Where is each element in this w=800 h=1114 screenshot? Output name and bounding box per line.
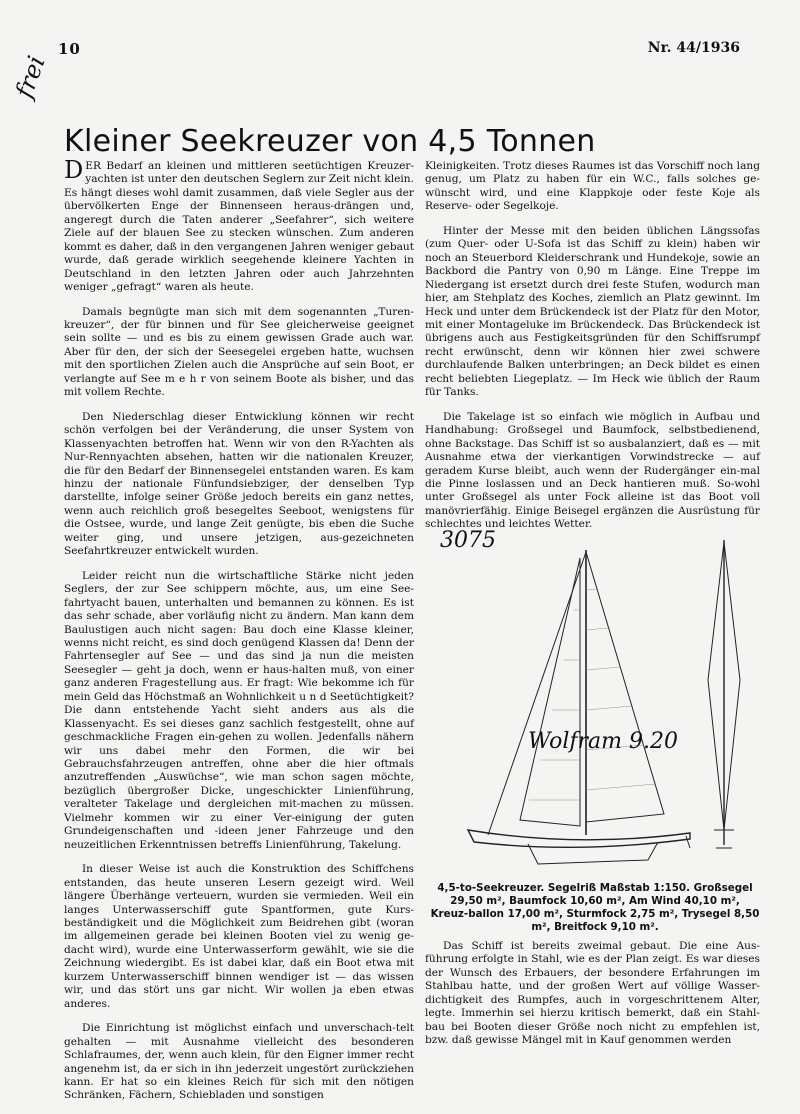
article-title: Kleiner Seekreuzer von 4,5 Tonnen <box>64 124 596 160</box>
paragraph: DER Bedarf an kleinen und mittleren seetüchtigen Kreuzer-yachten ist unter den deutschen Seglern zur Zeit nicht klein. Es hängt dieses wohl damit zusammen, daß viele Segler aus der übervölkerten Enge der Binnenseen heraus-drängen und, angeregt durch die Taten anderer „Seefahrer“, sich weitere Ziele auf der blauen See zu stecken wünschen. Zum anderen kommt es daher, daß in den vergangenen Jahren weniger gebaut wurde, daß gerade wirklich seegehende kleinere Yachten in Deutschland in den letzten Jahren oder auch Jahrzehnten weniger „gefragt“ waren als heute. <box>64 156 414 294</box>
handwritten-margin-note: frei <box>10 52 51 102</box>
page-number: 10 <box>58 40 81 58</box>
paragraph: Kleinigkeiten. Trotz dieses Raumes ist das Vorschiff noch lang genug, um Platz zu haben für ein W.C., falls solches ge-wünscht wird, und eine Klappkoje oder feste Koje als Reserve- oder Segelkoje. <box>425 160 760 213</box>
right-column-bottom <box>425 940 760 1059</box>
left-column <box>64 156 414 1114</box>
right-column <box>425 160 760 543</box>
issue-number: Nr. 44/1936 <box>647 40 740 56</box>
sail-plan-drawing <box>428 530 760 878</box>
handwritten-figure-number: 3075 <box>440 528 496 553</box>
paragraph: Die Takelage ist so einfach wie möglich in Aufbau und Handhabung: Großsegel und Baumfock, selbstbedienend, ohne Backstage. Das Schiff ist so ausbalanziert, daß es — mit Ausnahme etwa der vierkantigen Vorwindstrecke — auf geradem Kurse bleibt, auch wenn der Rudergänger ein-mal die Pinne loslassen und an Deck hantieren muß. So-wohl unter Großsegel als unter Fock alleine ist das Boot voll manövrierfähig. Einige Beisegel ergänzen die Ausrüstung für schlechtes und leichtes Wetter. <box>425 410 760 531</box>
paragraph: Den Niederschlag dieser Entwicklung können wir recht schön verfolgen bei der Veränderung, die unser System von Klassenyachten betroffen hat. Wenn wir von den R-Yachten als Nur-Rennyachten absehen, hatten wir die nationalen Kreuzer, die für den Bedarf der Binnensegelei entstanden waren. Es kam hinzu der nationale Fünfundsiebziger, der denselben Typ darstellte, infolge seiner Größe jedoch bereits ein ganz nettes, wenn auch reichlich groß besegeltes Seeboot, wenigstens für die Ostsee, wurde, und lange Zeit genügte, bis eben die Suche weiter ging, und unsere jetzigen, aus-gezeichneten Seefahrtkreuzer entwickelt wurden. <box>64 410 414 558</box>
paragraph: Hinter der Messe mit den beiden üblichen Längssofas (zum Quer- oder U-Sofa ist das Schiff zu klein) haben wir noch an Steuerbord Kleiderschrank und Hundekoje, sowie an Backbord die Pantry von 0,90 m Länge. Eine Treppe im Niedergang ist ersetzt durch drei feste Stufen, wodurch man hier, am Stehplatz des Koches, ziemlich an Platz gewinnt. Im Heck und unter dem Brückendeck ist der Platz für den Motor, mit einer Montageluke im Brückendeck. Das Brückendeck ist übrigens auch aus Festigkeitsgründen für den Schiffsrumpf recht erwünscht, denn wir können hier zwei schwere durchlaufende Balken unterbringen; an Deck bildet es einen recht beliebten Liegeplatz. — Im Heck wie üblich der Raum für Tanks. <box>425 224 760 399</box>
paragraph: Leider reicht nun die wirtschaftliche Stärke nicht jeden Seglers, der zur See schippern möchte, aus, um eine See-fahrtyacht bauen, unterhalten und bemannen zu können. Es ist das sehr schade, aber vorläufig nicht zu ändern. Man kann dem Baulustigen auch nicht sagen: Bau doch eine Klasse kleiner, wenns nicht reicht, es sind doch genügend Klassen da! Denn der Fahrtensegler auf See — und das sind ja nun die meisten Seesegler — geht ja doch, wenn er haus-halten muß, von einer ganz anderen Fragestellung aus. Er fragt: Wie bekomme ich für mein Geld das Höchstmaß an Wohnlichkeit u n d Seetüchtigkeit? Die dann entstehende Yacht sieht anders aus als die Klassenyacht. Es sei dieses ganz sachlich festgestellt, ohne auf geschmackliche Fragen ein-gehen zu wollen. Jedenfalls nähern wir uns dabei mehr den Formen, die wir bei Gebrauchsfahrzeugen antreffen, ohne aber die hier oftmals anzutreffenden „Auswüchse“, wie man schon sagen möchte, bezüglich übergroßer Dicke, ungeschickter Linienführung, veralteter Takelage und dergleichen mit-machen zu müssen. Vielmehr kommen wir zu einer Ver-einigung der guten Grundeigenschaften und -ideen jener Fahrzeuge und den neuzeitlichen Erkenntnissen betreffs Linienführung, Takelung. <box>64 569 414 851</box>
paragraph: Damals begnügte man sich mit dem sogenannten „Turen-kreuzer“, der für binnen und für See gleicherweise geeignet sein sollte — und es bis zu einem gewissen Grade auch war. Aber für den, der sich der Seesegelei ergeben hatte, wuchsen mit den sportlichen Zielen auch die Ansprüche auf sein Boot, er verlangte auf See m e h r von seinem Boote als bisher, und das mit vollem Rechte. <box>64 305 414 399</box>
paragraph: Die Einrichtung ist möglichst einfach und unverschach-telt gehalten — mit Ausnahme vielleicht des besonderen Schlafraumes, der, wenn auch klein, für den Eigner immer recht angenehm ist, da er sich in ihn jederzeit ungestört zurückziehen kann. Er hat so ein kleines Reich für sich mit den nötigen Schränken, Fächern, Schiebladen und sonstigen <box>64 1022 414 1102</box>
handwritten-note-on-sail: Wolfram 9.20 <box>528 729 679 754</box>
paragraph: In dieser Weise ist auch die Konstruktion des Schiffchens entstanden, das heute unseren Lesern gezeigt wird. Weil längere Überhänge verteuern, wurden sie vermieden. Weil ein langes Unterwasserschiff gute Spantformen, gute Kurs-beständigkeit und die Möglichkeit zum Beidrehen gibt (woran im allgemeinen gerade bei kleinen Booten viel zu wenig ge-dacht wird), wurde eine Unterwasserform gewählt, wie sie die Zeichnung wiedergibt. Es ist dabei klar, daß ein Boot etwa mit kurzem Unterwasserschiff binnen wendiger ist — das wissen wir, und das stört uns gar nicht. Wir wollen ja eben etwas anderes. <box>64 863 414 1010</box>
figure-caption: 4,5-to-Seekreuzer. Segelriß Maßstab 1:150. Großsegel 29,50 m², Baumfock 10,60 m², Am Wind 40,10 m², Kreuz-ballon 17,00 m², Sturmfock 2,75 m², Trysegel 8,50 m², Breitfock 9,10 m². <box>430 882 760 933</box>
paragraph: Das Schiff ist bereits zweimal gebaut. Die eine Aus-führung erfolgte in Stahl, wie es der Plan zeigt. Es war dieses der Wunsch des Erbauers, der besondere Erfahrungen im Stahlbau hatte, und der großen Wert auf völlige Wasser-dichtigkeit des Rumpfes, auch in vorgeschrittenem Alter, legte. Immerhin sei hierzu kritisch bemerkt, daß ein Stahl-bau bei Booten dieser Größe noch nicht zu empfehlen ist, bzw. daß gewisse Mängel mit in Kauf genommen werden <box>425 940 760 1047</box>
